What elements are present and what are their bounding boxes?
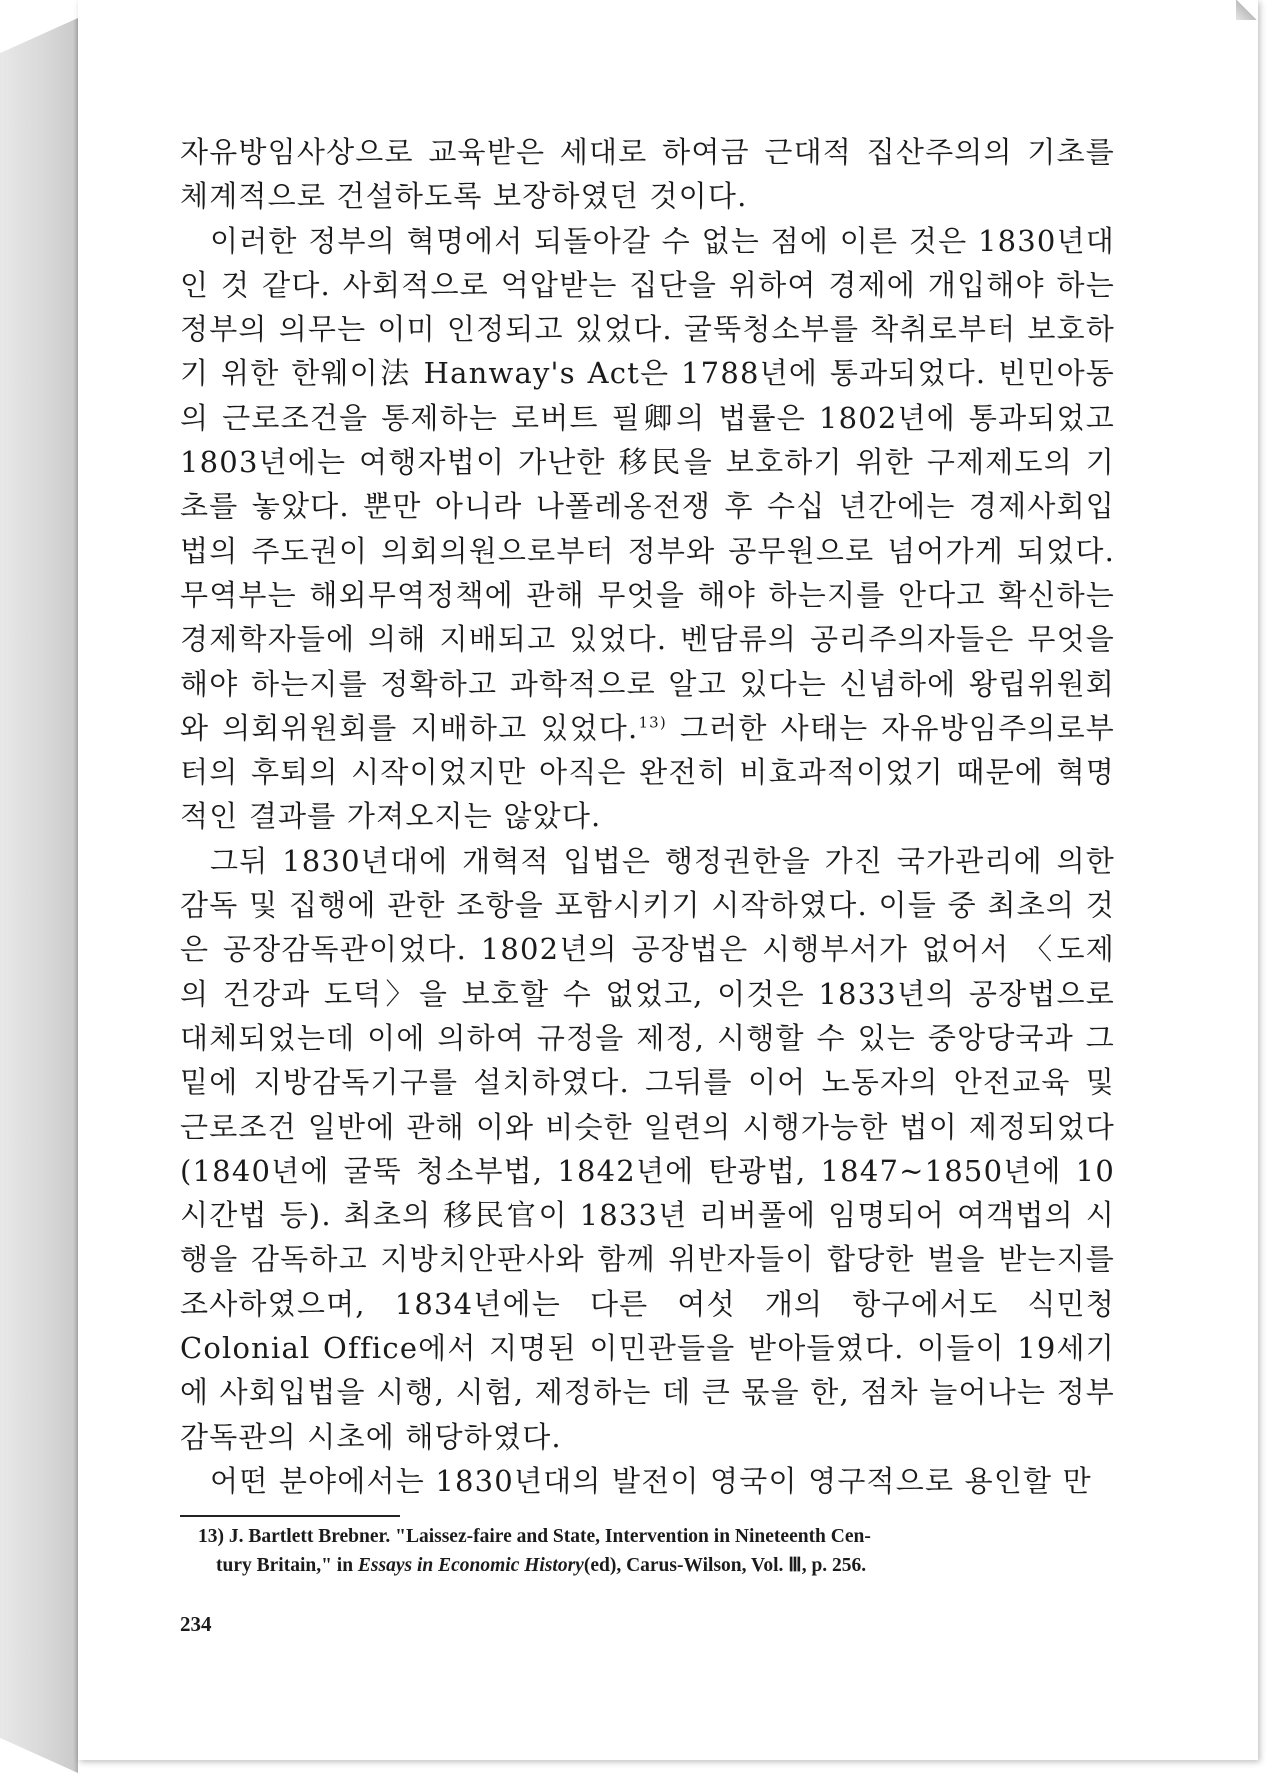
book-spine (0, 18, 78, 1773)
body-text (180, 130, 1115, 1503)
paragraph-4: 어떤 분야에서는 1830년대의 발전이 영국이 영구적으로 용인할 만 (210, 1463, 1092, 1498)
footnote-book-title: Essays in Economic History (357, 1555, 584, 1576)
paragraph-2-text-b: 그러한 사태는 자유방임주의로부터의 후퇴의 시작이었지만 아직은 완전히 비효과적이었기 때문에 혁명적인 결과를 가져오지는 않았다. (180, 710, 1115, 834)
page-corner-fold (1236, 0, 1258, 20)
footnote (198, 1522, 1116, 1580)
paragraph-2-text-a: 이러한 정부의 혁명에서 되돌아갈 수 없는 점에 이른 것은 1830년대인 것 같다. 사회적으로 억압받는 집단을 위하여 경제에 개입해야 하는 정부의 의무는 이미 인정되고 있었다. 굴뚝청소부를 착취로부터 보호하기 위한 한웨이法 Hanway's Act은 1788년에 통과되었다. 빈민아동의 근로조건을 통제하는 로버트 필卿의 법률은 1802년에 통과되었고 1803년에는 여행자법이 가난한 移民을 보호하기 위한 구제제도의 기초를 놓았다. 뿐만 아니라 나폴레옹전쟁 후 수십 년간에는 경제사회입법의 주도권이 의회의원으로부터 정부와 공무원으로 넘어가게 되었다. 무역부는 해외무역정책에 관해 무엇을 해야 하는지를 안다고 확신하는 경제학자들에 의해 지배되고 있었다. 벤담류의 공리주의자들은 무엇을 해야 하는지를 정확하고 과학적으로 알고 있다는 신념하에 왕립위원회와 의회위원회를 지배하고 있었다. (180, 223, 1115, 745)
footnote-line-2-prefix: tury Britain," in (216, 1555, 358, 1576)
paragraph-1: 자유방임사상으로 교육받은 세대로 하여금 근대적 집산주의의 기초를 체계적으로 건설하도록 보장하였던 것이다. (180, 135, 1115, 214)
paragraph-3: 그뒤 1830년대에 개혁적 입법은 행정권한을 가진 국가관리에 의한 감독 및 집행에 관한 조항을 포함시키기 시작하였다. 이들 중 최초의 것은 공장감독관이었다. 1802년의 공장법은 시행부서가 없어서 〈도제의 건강과 도덕〉을 보호할 수 없었고, 이것은 1833년의 공장법으로 대체되었는데 이에 의하여 규정을 제정, 시행할 수 있는 중앙당국과 그 밑에 지방감독기구를 설치하였다. 그뒤를 이어 노동자의 안전교육 및 근로조건 일반에 관해 이와 비슷한 일련의 시행가능한 법이 제정되었다(1840년에 굴뚝 청소부법, 1842년에 탄광법, 1847~1850년에 10시간법 등). 최초의 移民官이 1833년 리버풀에 임명되어 여객법의 시행을 감독하고 지방치안판사와 함께 위반자들이 합당한 벌을 받는지를 조사하였으며, 1834년에는 다른 여섯 개의 항구에서도 식민청 Colonial Office에서 지명된 이민관들을 받아들였다. 이들이 19세기에 사회입법을 시행, 시험, 제정하는 데 큰 몫을 한, 점차 늘어나는 정부감독관의 시초에 해당하였다. (180, 843, 1115, 1454)
footnote-reference: 13) (638, 713, 667, 732)
page-number: 234 (180, 1612, 212, 1636)
footnote-divider (180, 1515, 400, 1517)
footnote-line-2-suffix: (ed), Carus-Wilson, Vol. Ⅲ, p. 256. (583, 1555, 867, 1576)
footnote-line-1: 13) J. Bartlett Brebner. "Laissez-faire and State, Intervention in Nineteenth Cen- (198, 1526, 871, 1547)
footnote-line-2 (198, 1551, 1116, 1580)
paragraph-2 (180, 219, 1115, 839)
